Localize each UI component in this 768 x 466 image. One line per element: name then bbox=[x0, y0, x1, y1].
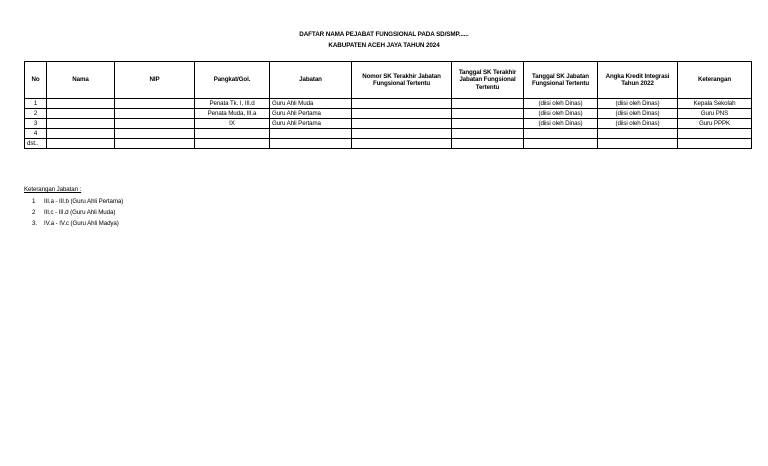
cell-nama bbox=[47, 99, 115, 109]
cell-no: 3 bbox=[25, 119, 47, 129]
table-row bbox=[25, 109, 752, 119]
title-line-2: KABUPATEN ACEH JAYA TAHUN 2024 bbox=[328, 42, 440, 49]
cell-angka-kredit bbox=[598, 139, 678, 149]
header-nip: NIP bbox=[115, 62, 195, 99]
note-text: III.a - III.b (Guru Ahli Pertama) bbox=[44, 198, 124, 205]
table-row bbox=[25, 139, 752, 149]
cell-tanggal-sk-jabatan: (diisi oleh Dinas) bbox=[524, 99, 598, 109]
cell-angka-kredit: (diisi oleh Dinas) bbox=[598, 109, 678, 119]
table-header-row bbox=[25, 62, 752, 99]
cell-pangkat: Penata Muda, III.a bbox=[195, 109, 270, 119]
cell-keterangan bbox=[678, 139, 752, 149]
table-row bbox=[25, 119, 752, 129]
cell-tanggal-sk-terakhir bbox=[452, 119, 524, 129]
notes-title: Keterangan Jabatan : bbox=[24, 186, 82, 193]
cell-nomor-sk bbox=[352, 119, 452, 129]
note-number: 1 bbox=[32, 198, 36, 205]
cell-keterangan: Kepala Sekolah bbox=[678, 99, 752, 109]
table-row bbox=[25, 129, 752, 139]
cell-no: 4 bbox=[25, 129, 47, 139]
table-row bbox=[25, 99, 752, 109]
cell-keterangan: Guru PNS bbox=[678, 109, 752, 119]
note-number: 3. bbox=[32, 220, 37, 227]
list-item bbox=[24, 196, 123, 207]
cell-pangkat bbox=[195, 139, 270, 149]
note-text: IV.a - IV.c (Guru Ahli Madya) bbox=[44, 220, 119, 227]
cell-jabatan bbox=[270, 129, 352, 139]
header-tanggal-sk-terakhir: Tanggal SK Terakhir Jabatan Fungsional Tertentu bbox=[452, 62, 524, 99]
cell-nomor-sk bbox=[352, 109, 452, 119]
cell-nama bbox=[47, 109, 115, 119]
cell-pangkat: IX bbox=[195, 119, 270, 129]
header-jabatan: Jabatan bbox=[270, 62, 352, 99]
cell-pangkat: Penata Tk. I, III.d bbox=[195, 99, 270, 109]
header-angka-kredit: Angka Kredit Integrasi Tahun 2022 bbox=[598, 62, 678, 99]
cell-nip bbox=[115, 109, 195, 119]
cell-jabatan: Guru Ahli Muda bbox=[270, 99, 352, 109]
note-text: III.c - III.d (Guru Ahli Muda) bbox=[44, 209, 116, 216]
cell-keterangan bbox=[678, 129, 752, 139]
cell-no: 2 bbox=[25, 109, 47, 119]
header-no: No bbox=[25, 62, 47, 99]
cell-nama bbox=[47, 119, 115, 129]
cell-tanggal-sk-jabatan: (diisi oleh Dinas) bbox=[524, 119, 598, 129]
cell-angka-kredit: (diisi oleh Dinas) bbox=[598, 119, 678, 129]
header-tanggal-sk-jabatan: Tanggal SK Jabatan Fungsional Tertentu bbox=[524, 62, 598, 99]
cell-nip bbox=[115, 99, 195, 109]
cell-pangkat bbox=[195, 129, 270, 139]
cell-no: 1 bbox=[25, 99, 47, 109]
cell-angka-kredit bbox=[598, 129, 678, 139]
cell-no: dst.. bbox=[25, 139, 47, 149]
cell-jabatan: Guru Ahli Pertama bbox=[270, 119, 352, 129]
cell-nomor-sk bbox=[352, 139, 452, 149]
cell-jabatan: Guru Ahli Pertama bbox=[270, 109, 352, 119]
cell-nip bbox=[115, 119, 195, 129]
notes-section bbox=[24, 184, 123, 229]
cell-nama bbox=[47, 129, 115, 139]
cell-nomor-sk bbox=[352, 99, 452, 109]
cell-nama bbox=[47, 139, 115, 149]
cell-tanggal-sk-jabatan: (diisi oleh Dinas) bbox=[524, 109, 598, 119]
cell-tanggal-sk-terakhir bbox=[452, 109, 524, 119]
cell-jabatan bbox=[270, 139, 352, 149]
cell-nip bbox=[115, 129, 195, 139]
cell-tanggal-sk-terakhir bbox=[452, 99, 524, 109]
cell-keterangan: Guru PPPK bbox=[678, 119, 752, 129]
note-number: 2 bbox=[32, 209, 36, 216]
header-keterangan: Keterangan bbox=[678, 62, 752, 99]
cell-tanggal-sk-jabatan bbox=[524, 129, 598, 139]
header-nama: Nama bbox=[47, 62, 115, 99]
cell-angka-kredit: (diisi oleh Dinas) bbox=[598, 99, 678, 109]
document-title bbox=[0, 29, 768, 51]
cell-tanggal-sk-terakhir bbox=[452, 139, 524, 149]
header-pangkat: Pangkat/Gol. bbox=[195, 62, 270, 99]
list-item bbox=[24, 218, 123, 229]
cell-tanggal-sk-jabatan bbox=[524, 139, 598, 149]
officials-table bbox=[24, 61, 752, 149]
list-item bbox=[24, 207, 123, 218]
title-line-1: DAFTAR NAMA PEJABAT FUNGSIONAL PADA SD/SMP...... bbox=[299, 31, 469, 38]
cell-nip bbox=[115, 139, 195, 149]
header-nomor-sk: Nomor SK Terakhir Jabatan Fungsional Tertentu bbox=[352, 62, 452, 99]
cell-tanggal-sk-terakhir bbox=[452, 129, 524, 139]
cell-nomor-sk bbox=[352, 129, 452, 139]
